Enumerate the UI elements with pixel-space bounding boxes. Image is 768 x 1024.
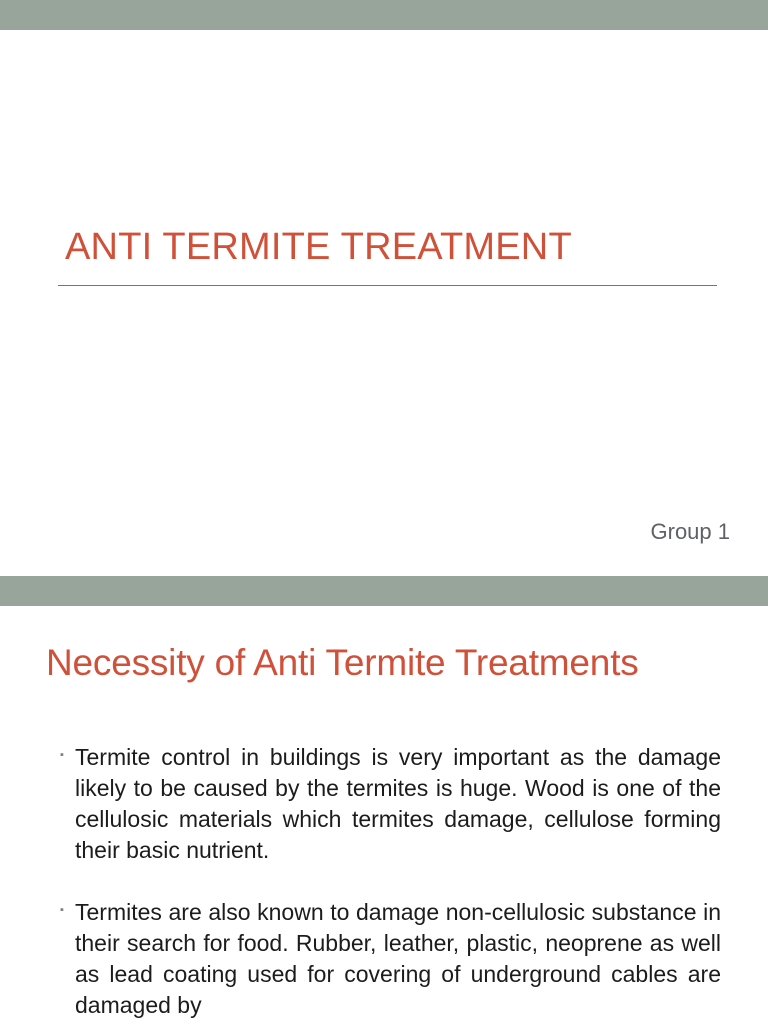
bullet-item bbox=[60, 742, 721, 866]
slide-header-band bbox=[0, 0, 768, 30]
bullet-square-icon: ▪ bbox=[60, 749, 64, 761]
bullet-list bbox=[60, 742, 721, 1024]
title-underline bbox=[58, 285, 717, 286]
bullet-text: Termites are also known to damage non-cellulosic substance in their search for food. Rubber, leather, plastic, neoprene as well as lead coating used for covering of underground cables are damaged by bbox=[75, 899, 721, 1018]
bullet-square-icon: ▪ bbox=[60, 904, 64, 916]
bullet-item bbox=[60, 897, 721, 1021]
slide-title: ANTI TERMITE TREATMENT bbox=[65, 226, 572, 268]
slide-heading: Necessity of Anti Termite Treatments bbox=[46, 642, 639, 683]
slide-header-band bbox=[0, 576, 768, 606]
slide-subtitle: Group 1 bbox=[650, 519, 730, 544]
content-slide bbox=[0, 576, 768, 1024]
bullet-text: Termite control in buildings is very important as the damage likely to be caused by the termites is huge. Wood is one of the cellulosic materials which termites damage, cellulose forming their basic nutrient. bbox=[75, 744, 721, 863]
